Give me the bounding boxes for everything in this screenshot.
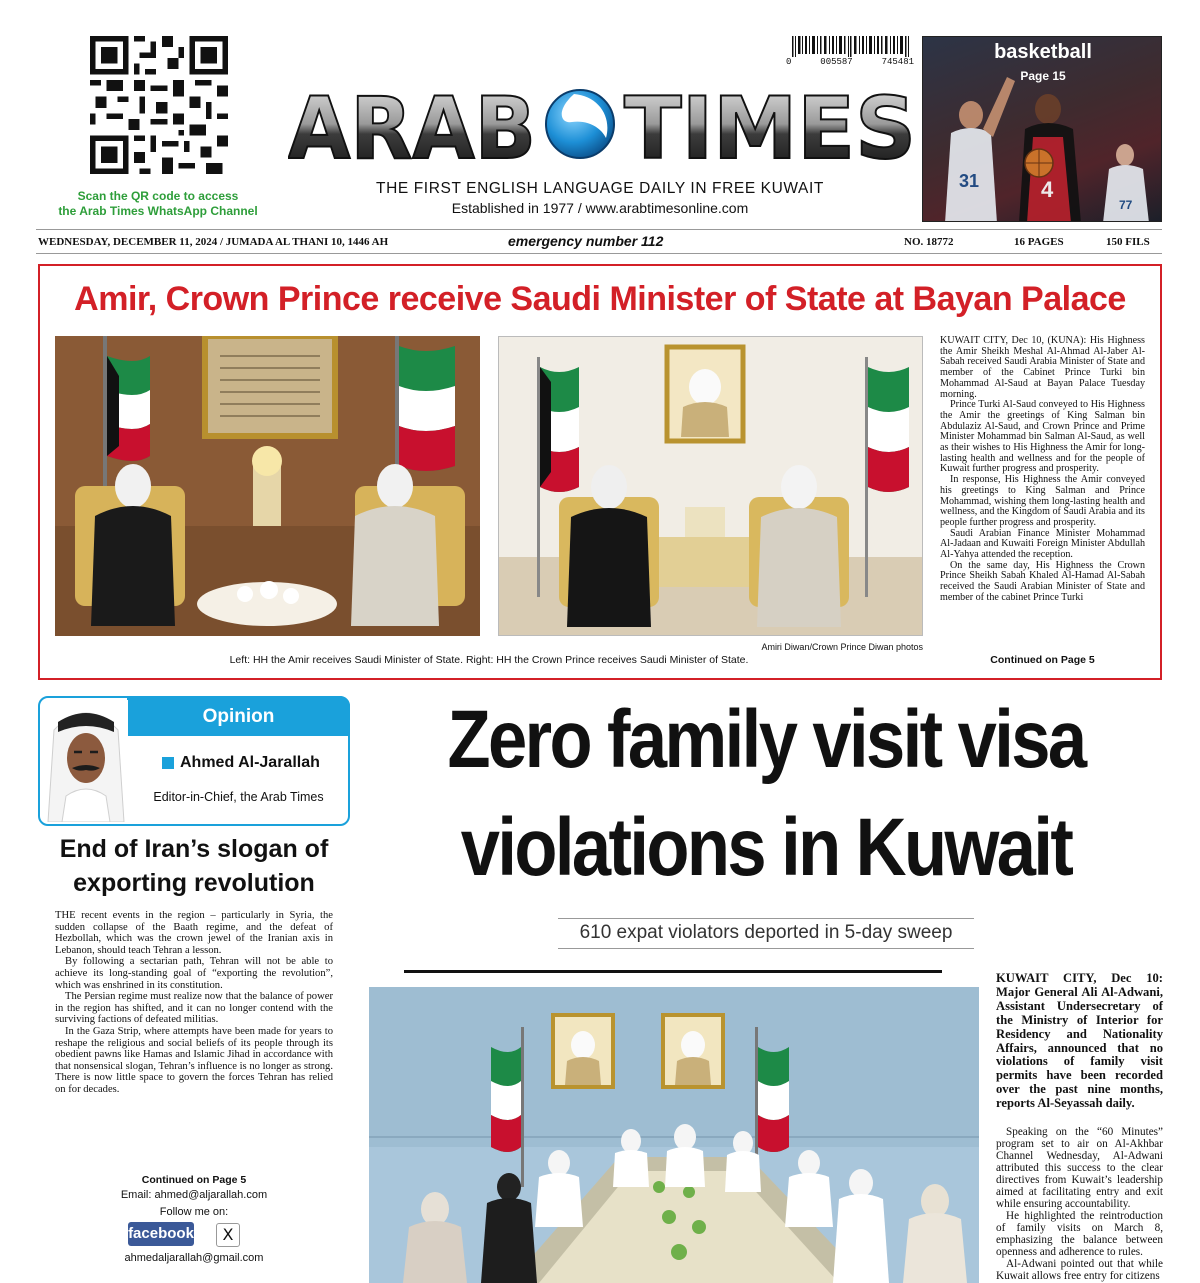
established-line[interactable]: Established in 1977 / www.arabtimesonline.com <box>451 200 749 216</box>
qr-code[interactable] <box>90 36 228 174</box>
opinion-gmail[interactable]: ahmedaljarallah@gmail.com <box>124 1252 264 1264</box>
top-story-headline[interactable]: Amir, Crown Prince receive Saudi Minister of State at Bayan Palace <box>74 280 1126 318</box>
main-story-lead: KUWAIT CITY, Dec 10: Major General Ali Al-Adwani, Assistant Undersecretary of the Ministry of Interior for Residency and Nationality Affairs, announced that no violations of family visit permits have been recorded over the past nine months, reports Al-Seyassah daily. <box>996 971 1163 1111</box>
photo-caption: Left: HH the Amir receives Saudi Minister of State. Right: HH the Crown Prince receives Saudi Minister of State. <box>229 654 749 666</box>
svg-text:77: 77 <box>1119 198 1133 212</box>
main-headline-line-2: violations in Kuwait <box>460 802 1072 893</box>
main-headline-line-1: Zero family visit visa <box>447 694 1085 785</box>
opinion-paragraph: By following a sectarian path, Tehran will not be able to achieve its long-standing goal of “exporting the revolution”, which was enshrined in its constitution. <box>55 956 333 991</box>
opinion-headline[interactable] <box>38 832 350 900</box>
top-story-continued-link[interactable]: Continued on Page 5 <box>990 654 1095 666</box>
crown-prince-reception-photo[interactable] <box>498 336 923 636</box>
barcode-digits-mid: 005587 <box>820 57 853 67</box>
main-story-body <box>996 1126 1163 1282</box>
facebook-button[interactable]: facebook <box>128 1222 194 1246</box>
main-subhead: 610 expat violators deported in 5-day sweep <box>579 922 953 943</box>
top-story-paragraph: On the same day, His Highness the Crown Prince Sheikh Sabah Khaled Al-Hamad Al-Sabah received the Saudi Arabian Minister of State and member of the cabinet Prince Turki <box>940 559 1145 603</box>
opinion-email[interactable]: Email: ahmed@aljarallah.com <box>120 1189 268 1201</box>
top-story-body <box>940 336 1145 604</box>
qr-caption-line-2: the Arab Times WhatsApp Channel <box>58 204 258 218</box>
price: 150 FILS <box>1106 236 1150 248</box>
main-headline[interactable] <box>419 686 1114 902</box>
basketball-photo <box>923 37 1162 222</box>
author-role: Editor-in-Chief, the Arab Times <box>153 790 324 804</box>
masthead-word-times: TIMES <box>624 80 916 168</box>
top-story-paragraph: Prince Turki Al-Saud conveyed to His Highness the Amir the greetings of King Salman bin Abdulaziz Al-Saud, and Crown Prince and Prime Minister Mohammad bin Salman Al-Saud, as well as their wishes to His Highness the Amir for long-lasting health and wellness and for the people of Kuwait further progress and prosperity. <box>940 399 1145 475</box>
opinion-label: Opinion <box>202 706 275 727</box>
masthead-logo <box>288 80 918 168</box>
meeting-photo[interactable] <box>369 987 979 1283</box>
author-square-icon <box>162 757 174 769</box>
page-count: 16 PAGES <box>1014 236 1064 248</box>
opinion-headline-line-2: exporting revolution <box>73 869 315 897</box>
tagline: THE FIRST ENGLISH LANGUAGE DAILY IN FREE KUWAIT <box>376 180 824 197</box>
subhead-rule-bottom <box>558 948 974 949</box>
qr-caption-line-1: Scan the QR code to access <box>77 189 239 203</box>
author-name: Ahmed Al-Jarallah <box>180 754 320 771</box>
opinion-body <box>55 910 333 1096</box>
issue-number: NO. 18772 <box>904 236 954 248</box>
subhead-rule-top <box>558 918 974 919</box>
amir-reception-illustration <box>55 336 480 636</box>
x-icon[interactable]: X <box>216 1223 240 1247</box>
qr-caption <box>30 189 286 219</box>
author-portrait-illustration <box>44 700 128 822</box>
top-story-paragraph: In response, His Highness the Amir conveyed his greetings to King Salman and Prince Mohammad, wishing them long-lasting health and wellness, and the Kingdom of Saudi Arabia and its people further progress and prosperity. <box>940 474 1145 528</box>
main-story-paragraph: Al-Adwani pointed out that while Kuwait allows free entry for citizens <box>996 1258 1163 1282</box>
svg-text:31: 31 <box>959 171 980 191</box>
opinion-author <box>162 754 320 772</box>
globe-emblem <box>546 90 614 158</box>
main-story-paragraph: Speaking on the “60 Minutes” program set to air on Al-Akhbar Channel Wednesday, Al-Adwani attributed this success to the clear directives from Kuwait’s leadership aimed at facilitating entry and exit while ensuring accountability. <box>996 1126 1163 1210</box>
crown-prince-reception-illustration <box>499 337 923 636</box>
barcode-number <box>786 57 914 67</box>
svg-text:4: 4 <box>1041 177 1054 202</box>
photo-credit: Amiri Diwan/Crown Prince Diwan photos <box>761 642 923 652</box>
barcode-digit-left: 0 <box>786 57 792 67</box>
opinion-continued-link[interactable]: Continued on Page 5 <box>141 1174 247 1186</box>
emergency-number: emergency number 112 <box>508 233 664 249</box>
opinion-paragraph: In the Gaza Strip, where attempts have been made for years to reshape the religious and social beliefs of its people through its obedient pawns like Hamas and Islamic Jihad in accordance with that nonsensical slogan, Tehran’s influence is no longer as strong. There is now little space to govern the forces Tehran has relied on for decades. <box>55 1025 333 1095</box>
promo-title: basketball <box>994 41 1092 63</box>
masthead-word-arab: ARAB <box>288 80 536 168</box>
amir-reception-photo[interactable] <box>55 336 480 636</box>
opinion-paragraph: THE recent events in the region – particularly in Syria, the sudden collapse of the Baath regime, and the defeat of Hezbollah, which was the crown jewel of the Iranian axis in Lebanon, should teach Tehran a lesson. <box>55 910 333 956</box>
section-divider <box>404 970 942 973</box>
top-story-paragraph: KUWAIT CITY, Dec 10, (KUNA): His Highness the Amir Sheikh Meshal Al-Ahmad Al-Jaber Al-Sabah received Saudi Arabia Minister of State and member of the Cabinet Prince Turki bin Mohammad Al-Saud at Bayan Palace Tuesday morning. <box>940 335 1145 400</box>
author-portrait <box>44 700 128 822</box>
barcode-digits-right: 745481 <box>881 57 914 67</box>
main-story-paragraph: He highlighted the reintroduction of family visits on March 8, emphasizing the balance between openness and adherence to rules. <box>996 1210 1163 1258</box>
top-story-paragraph: Saudi Arabian Finance Minister Mohammad Al-Jadaan and Kuwaiti Foreign Minister Abdullah Al-Yahya attended the reception. <box>940 527 1145 561</box>
opinion-headline-line-1: End of Iran’s slogan of <box>59 835 329 863</box>
basketball-promo[interactable] <box>922 36 1162 222</box>
date-text: WEDNESDAY, DECEMBER 11, 2024 / JUMADA AL THANI 10, 1446 AH <box>38 236 389 248</box>
meeting-illustration <box>369 987 979 1283</box>
follow-label: Follow me on: <box>159 1206 229 1218</box>
opinion-paragraph: The Persian regime must realize now that the balance of power in the region has shifted, and it can no longer contend with the surviving factions of defeated militias. <box>55 991 333 1026</box>
promo-page: Page 15 <box>1020 69 1066 83</box>
